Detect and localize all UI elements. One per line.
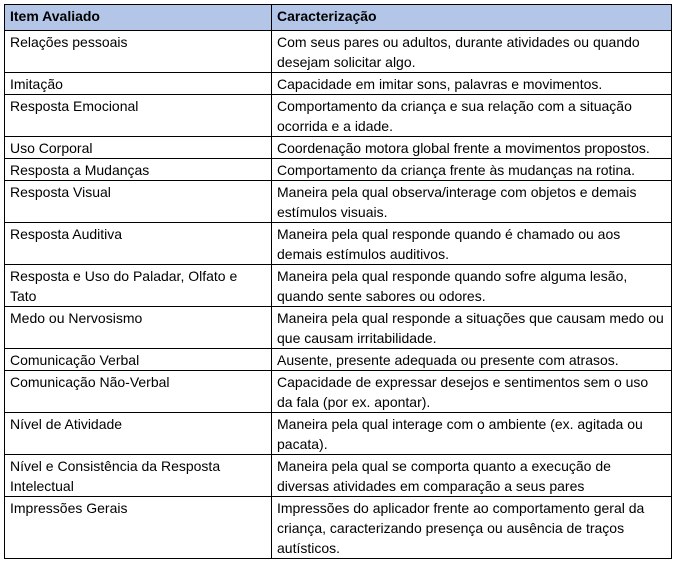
table-row — [5, 349, 672, 371]
table-row — [5, 497, 672, 559]
row-description: Capacidade em imitar sons, palavras e movimentos. — [272, 73, 672, 95]
row-description: Maneira pela qual interage com o ambiente (ex. agitada ou pacata). — [272, 413, 672, 455]
row-item: Resposta Auditiva — [5, 223, 272, 265]
row-description: Maneira pela qual se comporta quanto a execução de diversas atividades em comparação a seus pares — [272, 455, 672, 497]
row-description: Comportamento da criança frente às mudanças na rotina. — [272, 159, 672, 181]
row-description: Comportamento da criança e sua relação com a situação ocorrida e a idade. — [272, 95, 672, 137]
header-description: Caracterização — [272, 5, 672, 31]
header-item: Item Avaliado — [5, 5, 272, 31]
table-row — [5, 371, 672, 413]
table-row — [5, 95, 672, 137]
row-description: Maneira pela qual observa/interage com objetos e demais estímulos visuais. — [272, 181, 672, 223]
evaluation-table-container — [4, 4, 672, 559]
row-item: Nível e Consistência da Resposta Intelectual — [5, 455, 272, 497]
row-item: Comunicação Verbal — [5, 349, 272, 371]
row-item: Nível de Atividade — [5, 413, 272, 455]
table-row — [5, 223, 672, 265]
table-row — [5, 159, 672, 181]
table-row — [5, 307, 672, 349]
row-description: Com seus pares ou adultos, durante atividades ou quando desejam solicitar algo. — [272, 31, 672, 73]
row-item: Imitação — [5, 73, 272, 95]
row-description: Capacidade de expressar desejos e sentimentos sem o uso da fala (por ex. apontar). — [272, 371, 672, 413]
table-row — [5, 73, 672, 95]
row-item: Resposta Emocional — [5, 95, 272, 137]
table-row — [5, 31, 672, 73]
row-description: Maneira pela qual responde a situações que causam medo ou que causam irritabilidade. — [272, 307, 672, 349]
table-row — [5, 455, 672, 497]
row-item: Medo ou Nervosismo — [5, 307, 272, 349]
row-item: Uso Corporal — [5, 137, 272, 159]
row-item: Resposta e Uso do Paladar, Olfato e Tato — [5, 265, 272, 307]
row-item: Impressões Gerais — [5, 497, 272, 559]
row-description: Ausente, presente adequada ou presente com atrasos. — [272, 349, 672, 371]
table-row — [5, 181, 672, 223]
row-description: Maneira pela qual responde quando é chamado ou aos demais estímulos auditivos. — [272, 223, 672, 265]
row-item: Relações pessoais — [5, 31, 272, 73]
table-header-row — [5, 5, 672, 31]
row-description: Maneira pela qual responde quando sofre alguma lesão, quando sente sabores ou odores. — [272, 265, 672, 307]
table-row — [5, 413, 672, 455]
row-item: Comunicação Não-Verbal — [5, 371, 272, 413]
table-row — [5, 137, 672, 159]
row-description: Impressões do aplicador frente ao comportamento geral da criança, caracterizando presença ou ausência de traços autísticos. — [272, 497, 672, 559]
evaluation-items-table — [4, 4, 672, 559]
row-description: Coordenação motora global frente a movimentos propostos. — [272, 137, 672, 159]
row-item: Resposta a Mudanças — [5, 159, 272, 181]
table-row — [5, 265, 672, 307]
row-item: Resposta Visual — [5, 181, 272, 223]
